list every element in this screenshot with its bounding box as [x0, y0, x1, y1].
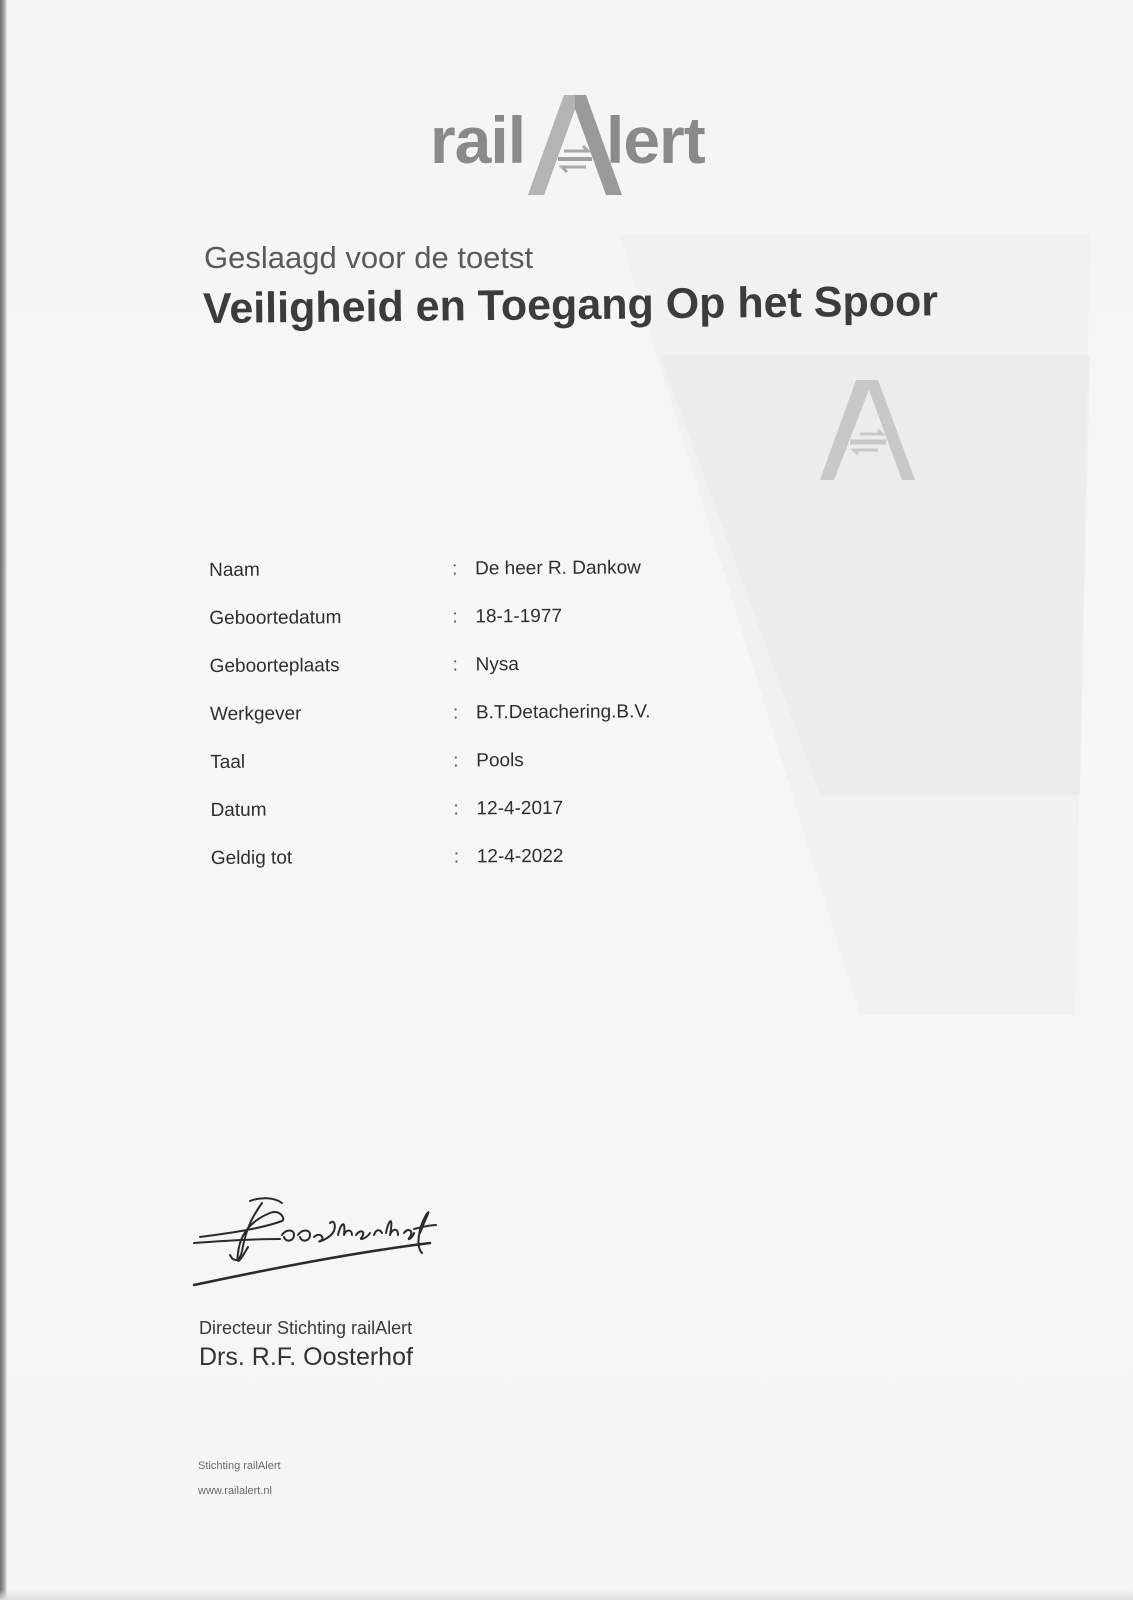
footer-organization: Stichting railAlert	[198, 1460, 281, 1472]
signatory-role: Directeur Stichting railAlert	[199, 1318, 413, 1338]
detail-row-werkgever	[210, 701, 770, 752]
detail-label: Geboortedatum	[209, 607, 342, 629]
detail-separator: :	[453, 798, 459, 820]
detail-label: Taal	[210, 751, 246, 773]
footer-website: www.railalert.nl	[198, 1485, 272, 1497]
logo-text-lert: lert	[606, 103, 705, 177]
detail-row-geldig-tot	[211, 845, 771, 896]
detail-value: B.T.Detachering.B.V.	[475, 701, 651, 724]
handwritten-signature	[190, 1195, 440, 1315]
details-list	[209, 557, 771, 896]
detail-row-geboorteplaats	[210, 653, 770, 704]
railalert-logo	[430, 95, 730, 200]
detail-row-datum	[210, 797, 770, 848]
detail-row-geboortedatum	[209, 605, 769, 656]
logo-text-rail: rail	[430, 103, 526, 177]
detail-separator: :	[452, 702, 459, 724]
footer	[198, 1454, 281, 1504]
certificate-title: Veiligheid en Toegang Op het Spoor	[202, 277, 939, 333]
detail-label: Naam	[209, 559, 260, 581]
detail-value: De heer R. Dankow	[474, 557, 641, 580]
detail-separator: :	[453, 846, 460, 868]
scan-edge-shadow	[0, 0, 7, 1600]
scan-bottom-edge	[0, 1590, 1133, 1600]
detail-label: Geldig tot	[210, 847, 293, 869]
detail-value: 12-4-2022	[476, 845, 564, 868]
detail-separator: :	[452, 654, 458, 676]
detail-row-taal	[210, 749, 770, 800]
detail-label: Datum	[210, 799, 267, 821]
signatory-name: Drs. R.F. Oosterhof	[199, 1343, 413, 1371]
detail-row-naam	[209, 557, 769, 608]
detail-value: Pools	[476, 750, 524, 772]
certificate-subtitle: Geslaagd voor de toetst	[204, 240, 534, 275]
detail-value: 12-4-2017	[476, 797, 564, 820]
detail-separator: :	[451, 558, 458, 580]
detail-label: Werkgever	[209, 703, 302, 725]
detail-separator: :	[453, 750, 459, 772]
detail-value: Nysa	[475, 654, 520, 676]
detail-separator: :	[452, 606, 458, 628]
detail-value: 18-1-1977	[475, 605, 563, 628]
detail-label: Geboorteplaats	[209, 655, 340, 677]
